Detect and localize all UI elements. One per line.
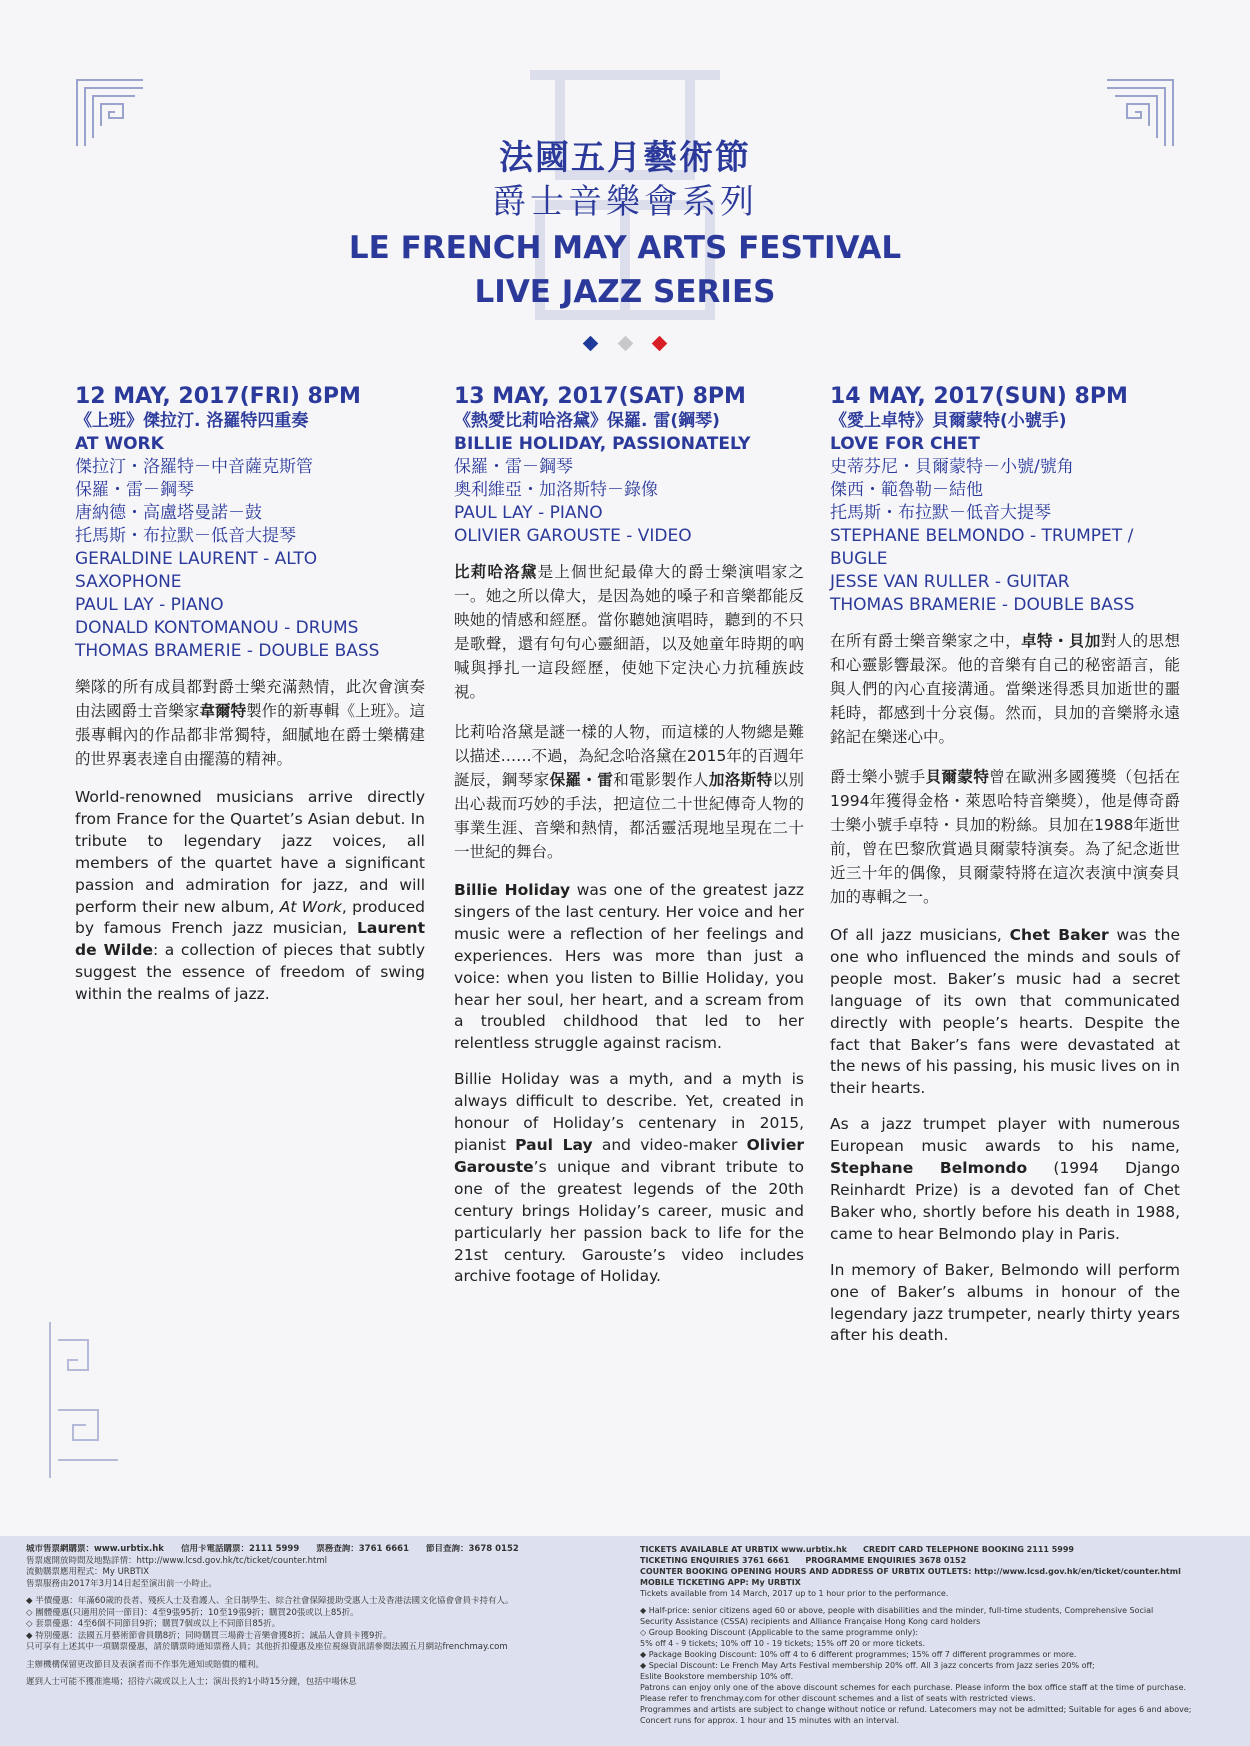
footer-line: 流動購票應用程式：My URBTIX — [26, 1567, 150, 1577]
text-span: 在所有爵士樂音樂家之中， — [830, 632, 1022, 650]
bold-name: Laurent de Wilde — [75, 919, 425, 960]
text-span: 爵士樂小號手 — [830, 768, 926, 786]
concert-column-1 — [75, 384, 425, 1020]
text-span: 製作的新專輯《上班》。這張專輯內的作品都非常獨特，細膩地在爵士樂構建的世界裏表達自由擺蕩的精神。 — [75, 702, 425, 768]
performer-list — [454, 456, 804, 548]
footer-line: Eslite Bookstore membership 10% off. — [640, 1672, 794, 1681]
description-zh — [454, 560, 804, 704]
footer-line: COUNTER BOOKING OPENING HOURS AND ADDRESS OF URBTIX OUTLETS: http://www.lcsd.gov.hk/en/ticket/counter.html — [640, 1567, 1181, 1576]
text-span: 和電影製作人 — [613, 771, 709, 789]
performer-en: THOMAS BRAMERIE - DOUBLE BASS — [75, 641, 380, 661]
grey-diamond-icon — [617, 336, 633, 352]
footer-line: ◆ 半價優惠：年滿60歲的長者、殘疾人士及看護人、全日制學生、綜合社會保障援助受惠人士及香港法國文化協會會員卡持有人。 — [26, 1596, 514, 1606]
ticketing-footer — [0, 1536, 1250, 1746]
program-title-en: AT WORK — [75, 434, 164, 454]
text-span: 對人的思想和心靈影響最深。他的音樂有自己的秘密語言，能與人們的內心直接溝通。當樂迷得悉貝加逝世的噩耗時，都感到十分哀傷。然而，貝加的音樂將永遠銘記在樂迷心中。 — [830, 632, 1180, 746]
footer-line: Patrons can enjoy only one of the above discount schemes for each purchase. Please inform the box office staff at the time of purchase. — [640, 1683, 1187, 1692]
performer-en: JESSE VAN RULLER - GUITAR — [830, 572, 1070, 592]
bold-name: 比莉哈洛黛 — [454, 563, 538, 581]
performer-zh: 保羅・雷－鋼琴 — [454, 457, 573, 477]
bold-name: Stephane Belmondo — [830, 1159, 1028, 1178]
footer-line: TICKETING ENQUIRIES 3761 6661 PROGRAMME ENQUIRIES 3678 0152 — [640, 1556, 967, 1565]
text-span: (1994 Django Reinhardt Prize) is a devoted fan of Chet Baker who, shortly before his death in 1988, came to hear Belmondo play in Paris. — [830, 1159, 1181, 1243]
text-span: World-renowned musicians arrive directly from France for the Quartet’s Asian debut. In tribute to legendary jazz voices, all members of the quartet have a significant passion and admiration for jazz, and will perform their new album, — [75, 788, 425, 916]
performer-zh: 托馬斯・布拉默－低音大提琴 — [830, 503, 1051, 523]
bold-name: Olivier Garouste — [454, 1135, 804, 1176]
performer-zh: 保羅・雷－鋼琴 — [75, 480, 194, 500]
diamond-divider — [0, 334, 1250, 353]
performer-en: PAUL LAY - PIANO — [75, 595, 224, 615]
performer-zh: 史蒂芬尼・貝爾蒙特－小號/號角 — [830, 457, 1074, 477]
header — [0, 136, 1250, 312]
performer-zh: 奧利維亞・加洛斯特－錄像 — [454, 480, 658, 500]
text-span: 比莉哈洛黛是謎一樣的人物，而這樣的人物總是難以描述……不過，為紀念哈洛黛在2015年的百週年誕辰，鋼琴家 — [454, 723, 804, 789]
bold-name: Billie Holiday — [454, 881, 571, 899]
description-en — [830, 925, 1180, 1100]
description-en: In memory of Baker, Belmondo will perform one of Baker’s albums in honour of the legendary jazz trumpeter, nearly thirty years after his death. — [830, 1260, 1180, 1345]
footer-line: 售票服務由2017年3月14日起至演出前一小時止。 — [26, 1578, 217, 1589]
performer-en: STEPHANE BELMONDO - TRUMPET / BUGLE — [830, 526, 1134, 569]
bold-name: 貝爾蒙特 — [925, 768, 990, 786]
description-en — [454, 1069, 804, 1288]
ticketing-info-en — [640, 1544, 1230, 1726]
text-span: was one of the greatest jazz singers of the last century. Her voice and her music were a reflection of her feelings and experiences. Hers was more than just a voice: when you listen to Billie Holiday, you hear her soul, her heart, and a scream from a troubled childhood that led to her relentless struggle against racism. — [454, 881, 804, 1053]
performer-zh: 托馬斯・布拉默－低音大提琴 — [75, 526, 296, 546]
program-title-zh: 《愛上卓特》貝爾蒙特(小號手) — [830, 411, 1067, 431]
text-span: 是上個世紀最偉大的爵士樂演唱家之一。她之所以偉大，是因為她的嗓子和音樂都能反映她的情感和經歷。當你聽她演唱時，聽到的不只是歌聲，還有句句心靈細語，以及她童年時期的吶喊與掙扎一這段經歷，使她下定決心力抗種族歧視。 — [454, 563, 804, 701]
footer-line: TICKETS AVAILABLE AT URBTIX www.urbtix.hk CREDIT CARD TELEPHONE BOOKING 2111 5999 — [640, 1545, 1075, 1554]
text-span: Of all jazz musicians, — [830, 926, 1010, 944]
description-en — [454, 880, 804, 1055]
footer-line: ◆ Package Booking Discount: 10% off 4 to 6 different programmes; 15% off 7 different programmes or more. — [640, 1650, 1077, 1659]
text-span: ’s unique and vibrant tribute to one of the greatest legends of the 20th century brings Holiday’s career, music and particularly her passion back to life for the 21st century. Garouste’s video includes archive footage of Holiday. — [454, 1157, 804, 1286]
red-diamond-icon — [651, 336, 667, 352]
program-title-en: BILLIE HOLIDAY, PASSIONATELY — [454, 434, 751, 454]
footer-line: ◇ Group Booking Discount (Applicable to the same programme only): — [640, 1628, 919, 1637]
footer-line: 只可享有上述其中一項購票優惠，請於購票時通知票務人員；其他折扣優惠及座位視線資訊請參閱法國五月網站frenchmay.com — [26, 1642, 508, 1652]
text-span: 樂隊的所有成員都對爵士樂充滿熱情，此次會演奏由法國爵士音樂家 — [75, 678, 425, 720]
performer-en: GERALDINE LAURENT - ALTO SAXOPHONE — [75, 549, 318, 592]
text-span: , produced by famous French jazz musician, — [75, 897, 425, 938]
performer-en: PAUL LAY - PIANO — [454, 503, 603, 523]
bold-name: 保羅・雷 — [549, 771, 614, 789]
concert-date: 12 MAY, 2017(FRI) 8PM — [75, 384, 361, 409]
description-en — [75, 787, 425, 1006]
description-zh — [454, 720, 804, 864]
ticketing-info-zh — [26, 1544, 626, 1689]
footer-line: Please refer to frenchmay.com for other discount schemes and a list of seats with restricted views. — [640, 1694, 1036, 1703]
footer-line: 城市售票網購票：www.urbtix.hk 信用卡電話購票：2111 5999 票務查詢：3761 6661 節目查詢：3678 0152 — [26, 1544, 519, 1554]
footer-line: MOBILE TICKETING APP: My URBTIX — [640, 1578, 801, 1587]
festival-title-zh: 法國五月藝術節 — [499, 138, 751, 178]
performer-en: THOMAS BRAMERIE - DOUBLE BASS — [830, 595, 1135, 615]
performer-en: OLIVIER GAROUSTE - VIDEO — [454, 526, 692, 546]
program-title-zh: 《上班》傑拉汀. 洛羅特四重奏 — [75, 411, 309, 431]
bold-name: 韋爾特 — [199, 702, 247, 720]
description-zh — [75, 675, 425, 771]
footer-line: 遲到人士可能不獲准進場；招待六歲或以上人士；演出長約1小時15分鐘，包括中場休息 — [26, 1677, 357, 1687]
description-zh — [830, 629, 1180, 749]
footer-line: 主辦機構保留更改節目及表演者而不作事先通知或賠償的權利。 — [26, 1659, 265, 1670]
performer-list — [830, 456, 1180, 617]
performer-zh: 唐納德・高盧塔曼諾－鼓 — [75, 503, 262, 523]
bold-name: Chet Baker — [1009, 926, 1109, 944]
footer-line: 5% off 4 - 9 tickets; 10% off 10 - 19 tickets; 15% off 20 or more tickets. — [640, 1639, 926, 1648]
footer-line: Programmes and artists are subject to change without notice or refund. Latecomers may not be admitted; Suitable for ages 6 and above; — [640, 1705, 1192, 1714]
text-span: 以別出心裁而巧妙的手法，把這位二十世紀傳奇人物的事業生涯、音樂和熱情，都活靈活現地呈現在二十一世紀的舞台。 — [454, 771, 804, 861]
text-span: and video-maker — [592, 1135, 747, 1154]
blue-diamond-icon — [583, 336, 599, 352]
footer-line: ◆ Half-price: senior citizens aged 60 or above, people with disabilities and the minder, full-time students, Comprehensive Social — [640, 1606, 1154, 1615]
album-title: At Work — [279, 897, 342, 916]
performer-list — [75, 456, 425, 663]
concert-column-3 — [830, 384, 1180, 1361]
text-span: was the one who influenced the minds and souls of people most. Baker’s music had a secret language of its own that communicated directly with people’s hearts. Despite the fact that Baker’s fans were devastated at the news of his passing, his music lives on in their hearts. — [830, 926, 1180, 1098]
performer-zh: 傑西・範魯勒－結他 — [830, 480, 983, 500]
footer-line: ◆ Special Discount: Le French May Arts Festival membership 20% off. All 3 jazz concerts from Jazz series 20% off; — [640, 1661, 1095, 1670]
footer-line: ◆ 特別優惠：法國五月藝術節會員購8折；同時購買三場爵士音樂會獲8折；誠品人會員卡獲9折。 — [26, 1630, 392, 1641]
text-span: : a collection of pieces that subtly suggest the essence of freedom of swing within the realms of jazz. — [75, 941, 425, 1004]
description-zh — [830, 765, 1180, 909]
footer-line: 售票處開放時間及地點詳情：http://www.lcsd.gov.hk/tc/ticket/counter.html — [26, 1555, 327, 1566]
program-title-zh: 《熱愛比莉哈洛黛》保羅. 雷(鋼琴) — [454, 411, 720, 431]
performer-zh: 傑拉汀・洛羅特－中音薩克斯管 — [75, 457, 313, 477]
bold-name: 加洛斯特 — [708, 771, 773, 789]
bold-name: Paul Lay — [515, 1135, 593, 1154]
program-title-en: LOVE FOR CHET — [830, 434, 980, 454]
footer-line: Tickets available from 14 March, 2017 up to 1 hour prior to the performance. — [640, 1589, 949, 1598]
fretwork-side-icon — [48, 1320, 128, 1480]
series-title-zh: 爵士音樂會系列 — [492, 182, 758, 222]
footer-line: Concert runs for approx. 1 hour and 15 minutes with an interval. — [640, 1716, 899, 1725]
text-span: 曾在歐洲多國獲獎（包括在1994年獲得金格・萊恩哈特音樂獎），他是傳奇爵士樂小號手卓特・貝加的粉絲。貝加在1988年逝世前，曾在巴黎欣賞過貝爾蒙特演奏。為了紀念逝世近三十年的偶像，貝爾蒙特將在這次表演中演奏貝加的專輯之一。 — [830, 768, 1180, 906]
footer-line: Security Assistance (CSSA) recipients and Alliance Française Hong Kong card holders — [640, 1617, 981, 1626]
text-span: As a jazz trumpet player with numerous European music awards to his name, — [830, 1115, 1180, 1156]
text-span: Billie Holiday was a myth, and a myth is always difficult to describe. Yet, created in honour of Holiday’s centenary in 2015, pianist — [454, 1070, 804, 1154]
performer-en: DONALD KONTOMANOU - DRUMS — [75, 618, 359, 638]
festival-title-en: LE FRENCH MAY ARTS FESTIVAL — [348, 230, 902, 266]
concert-date: 13 MAY, 2017(SAT) 8PM — [454, 384, 746, 409]
series-title-en: LIVE JAZZ SERIES — [474, 274, 776, 310]
footer-line: ◇ 套票優惠：4至6個不同節目9折；購買7個或以上不同節目85折。 — [26, 1619, 281, 1629]
concert-date: 14 MAY, 2017(SUN) 8PM — [830, 384, 1128, 409]
footer-line: ◇ 團體優惠(只適用於同一節目)：4至9張95折；10至19張9折；購買20張或以上85折。 — [26, 1607, 359, 1618]
concert-column-2 — [454, 384, 804, 1302]
description-en — [830, 1114, 1180, 1245]
bold-name: 卓特・貝加 — [1021, 632, 1101, 650]
